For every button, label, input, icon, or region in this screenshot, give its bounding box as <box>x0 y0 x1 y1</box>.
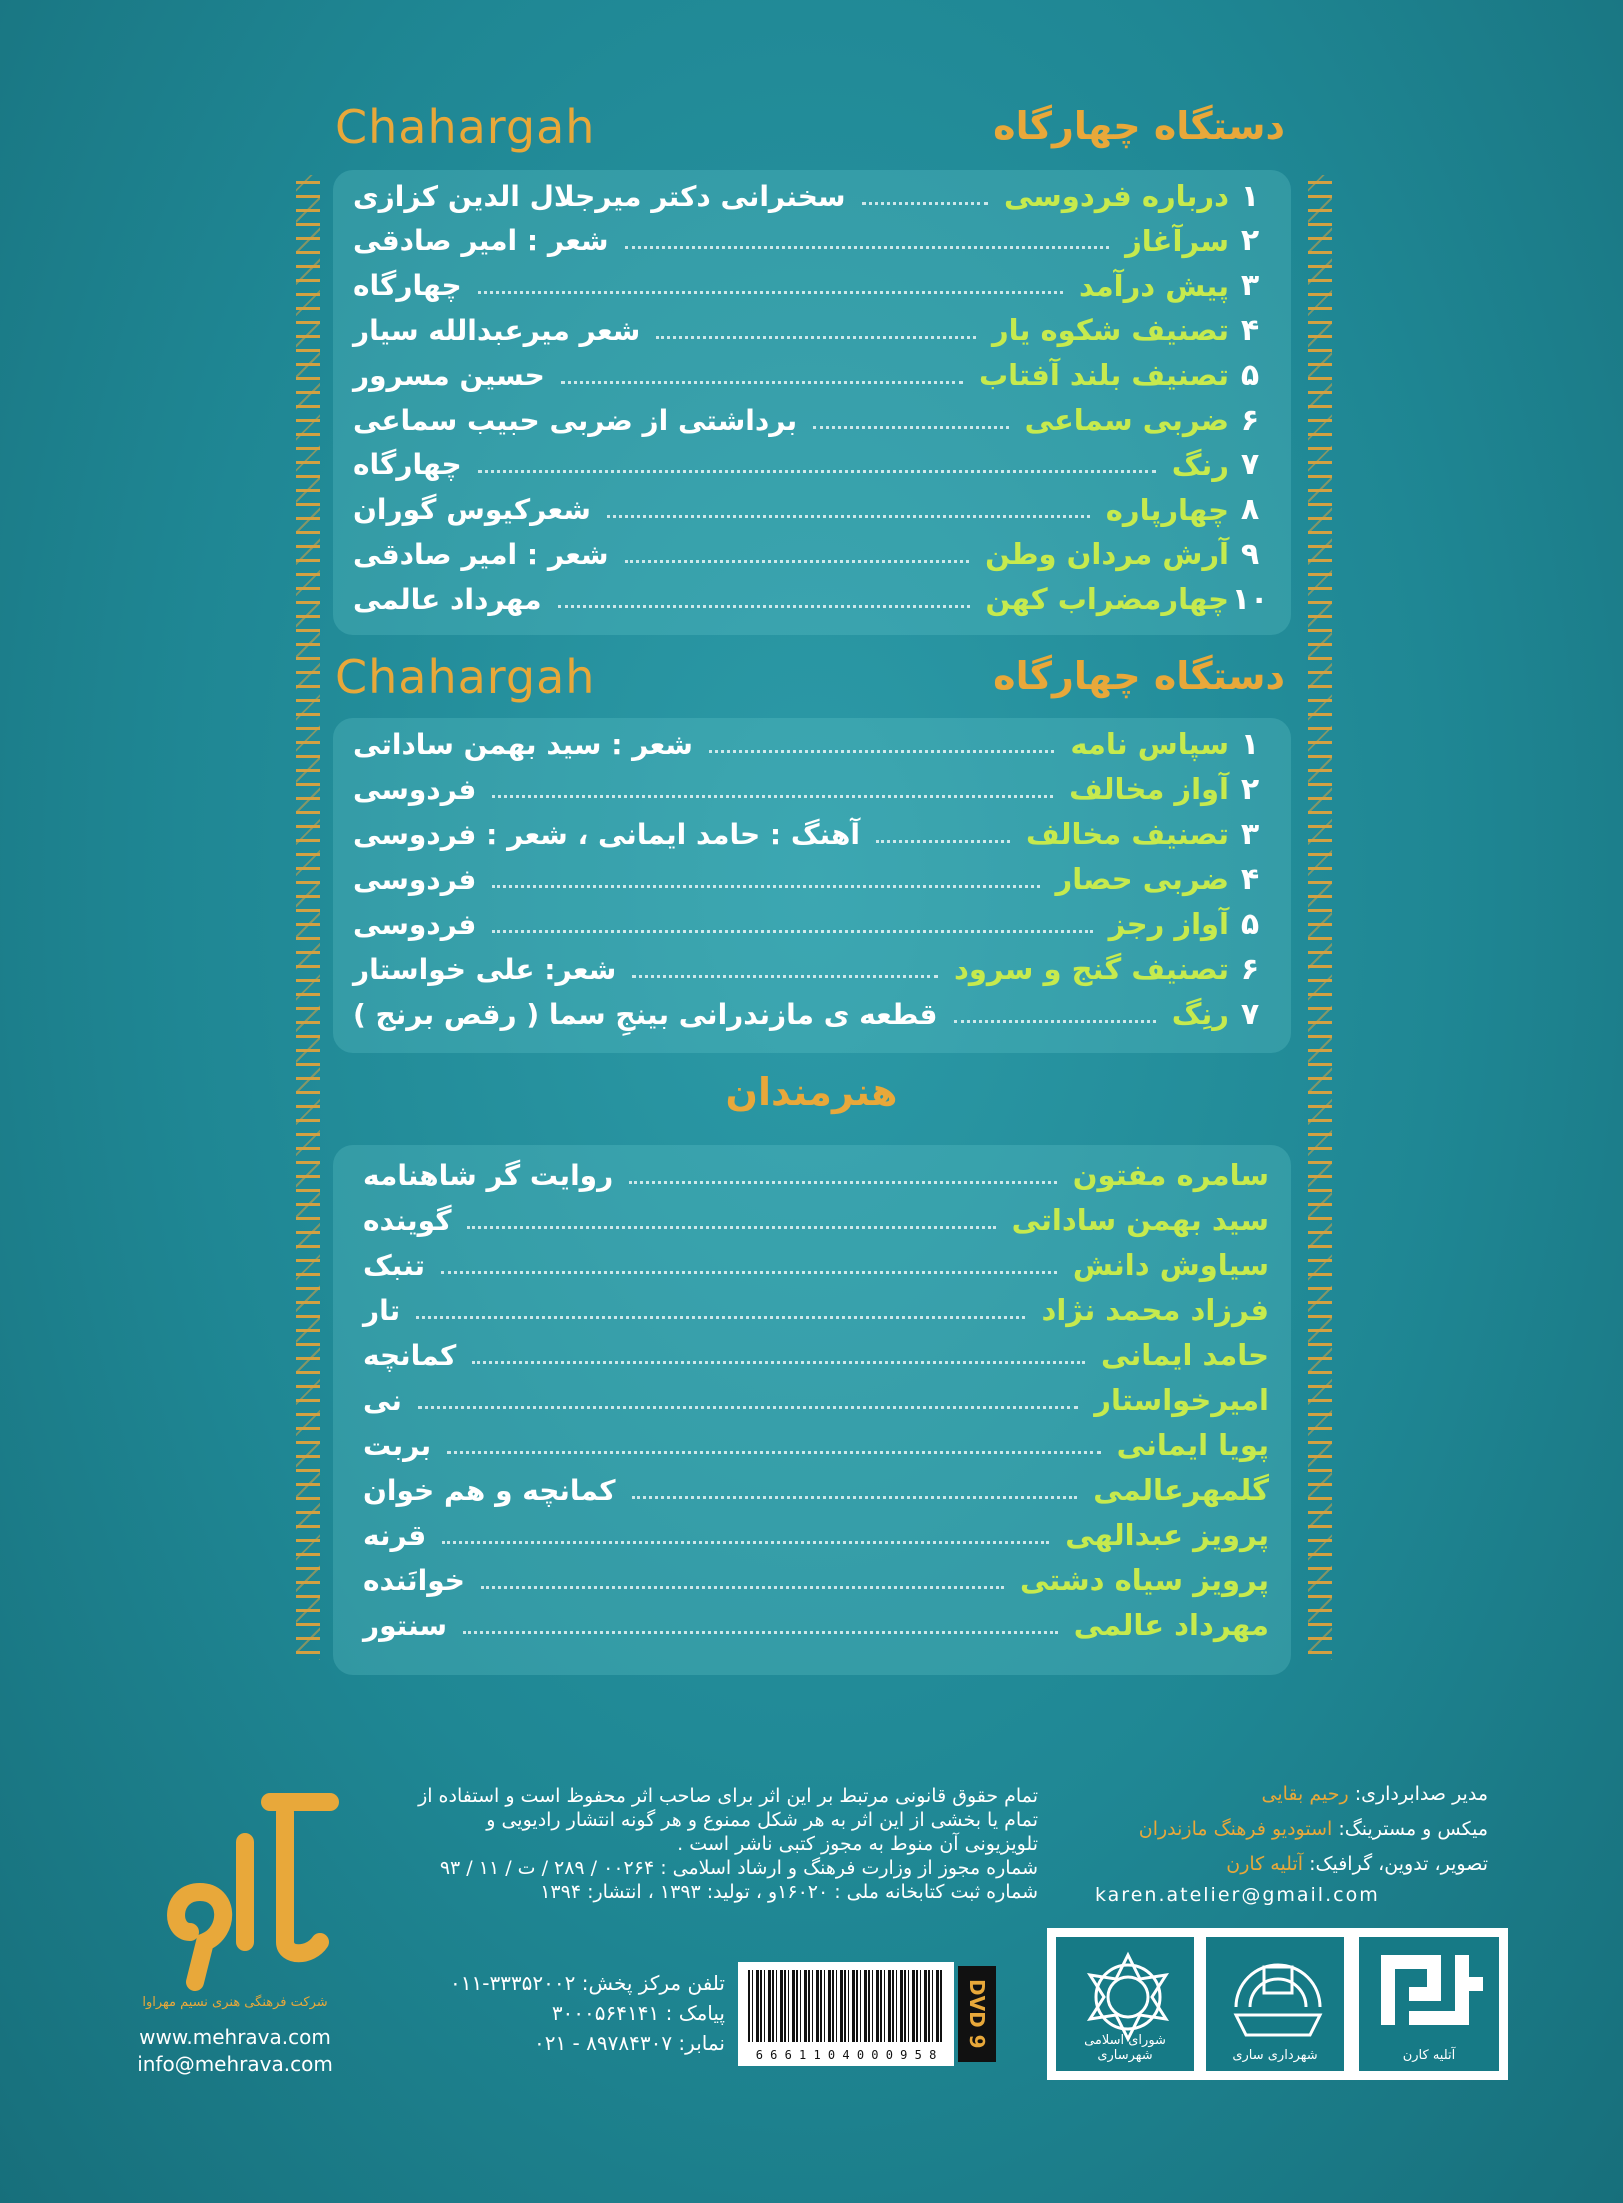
dotted-leader <box>481 1586 1004 1589</box>
track-row <box>353 266 1271 306</box>
left-ornament-border <box>296 175 320 1660</box>
track-row <box>353 949 1271 989</box>
section1-header <box>335 100 1285 160</box>
dotted-leader <box>625 246 1110 249</box>
track-number: ۳ <box>1240 268 1260 304</box>
track-row <box>353 579 1271 619</box>
track-number: ۸ <box>1240 492 1260 528</box>
track-number: ۵ <box>1240 357 1260 393</box>
legal-line: شماره ثبت کتابخانه ملی : ۱۶۰۲۰و ، تولید: ۱۳۹۳ ، انتشار: ۱۳۹۴ <box>540 1881 1038 1903</box>
track-detail: فردوسی <box>353 907 477 941</box>
artist-title: حامد ایمانی <box>1101 1338 1269 1372</box>
track-number: ۱ <box>1240 178 1260 214</box>
track-title: چهارپاره <box>1105 492 1229 527</box>
track-row <box>353 490 1271 530</box>
artist-detail: روایت گر شاهنامه <box>363 1158 614 1192</box>
dotted-leader <box>447 1451 1101 1454</box>
track-title: آواز رجز <box>1108 907 1229 941</box>
track-detail: حسین مسرور <box>353 358 545 392</box>
legal-line: تمام یا بخشی از این اثر به هر شکل ممنوع و هر گونه انتشار رادیویی و <box>486 1809 1038 1831</box>
dotted-leader <box>607 515 1090 518</box>
dotted-leader <box>954 1020 1156 1023</box>
artist-title: سید بهمن ساداتی <box>1011 1203 1269 1237</box>
track-title: ضربی سماعی <box>1024 403 1229 437</box>
artist-row <box>363 1335 1269 1375</box>
track-detail: آهنگ : حامد ایمانی ، شعر : فردوسی <box>353 817 860 851</box>
track-detail: فردوسی <box>353 772 477 806</box>
dotted-leader <box>416 1316 1025 1319</box>
track-number: ۱ <box>1240 726 1260 762</box>
dotted-leader <box>876 840 1010 843</box>
artist-title: پرویز عبدالهی <box>1065 1518 1269 1552</box>
dotted-leader <box>561 381 963 384</box>
track-title: پیش درآمد <box>1078 268 1229 303</box>
artist-detail: کمانچه <box>363 1338 457 1372</box>
dotted-leader <box>558 605 970 608</box>
artist-row <box>363 1290 1269 1330</box>
track-row <box>353 904 1271 944</box>
dvd-logo: DVD 9 <box>958 1966 996 2062</box>
dotted-leader <box>418 1406 1078 1409</box>
dotted-leader <box>441 1271 1057 1274</box>
publisher-website[interactable]: www.mehrava.com <box>139 2025 331 2049</box>
mehrava-logo-icon <box>150 1782 350 2002</box>
dotted-leader <box>709 750 1054 753</box>
dotted-leader <box>472 1361 1085 1364</box>
section2-title-en: Chahargah <box>335 650 596 704</box>
track-row <box>353 534 1271 574</box>
artist-title: پرویز سیاه دشتی <box>1019 1563 1269 1597</box>
artist-detail: گوینده <box>363 1203 452 1237</box>
track-row <box>353 724 1271 764</box>
section2-header <box>335 650 1285 710</box>
track-number: ۲ <box>1240 223 1260 259</box>
artist-title: پویا ایمانی <box>1116 1428 1269 1462</box>
artist-row <box>363 1155 1269 1195</box>
track-row <box>353 221 1271 261</box>
track-title: تصنیف شکوه یار <box>991 313 1229 348</box>
dotted-leader <box>632 975 938 978</box>
track-number: ۲ <box>1240 771 1260 807</box>
track-detail: شعر : امیر صادقی <box>353 224 609 258</box>
track-title: سرآغاز <box>1125 223 1229 258</box>
track-title: ضربی حصار <box>1055 862 1229 896</box>
contact-phone: تلفن مرکز پخش: ۳۳۳۵۲۰۰۲-۰۱۱ <box>449 1971 725 1995</box>
track-detail: فردوسی <box>353 862 477 896</box>
track-title: سپاس نامه <box>1070 727 1229 761</box>
artist-title: سیاوش دانش <box>1072 1248 1269 1282</box>
section1-title-en: Chahargah <box>335 100 596 154</box>
track-number: ۱۰ <box>1231 581 1269 617</box>
artist-row <box>363 1470 1269 1510</box>
credit-recording: مدیر صدابرداری: رحیم بقایی <box>1261 1783 1488 1805</box>
track-number: ۷ <box>1240 447 1260 483</box>
track-row <box>353 445 1271 485</box>
track-detail: چهارگاه <box>353 269 462 303</box>
track-number: ۹ <box>1240 536 1260 572</box>
track-detail: مهرداد عالمی <box>353 582 542 616</box>
track-title: چهارمضراب کهن <box>985 582 1229 617</box>
artist-title: مهرداد عالمی <box>1073 1608 1269 1642</box>
artist-title: فرزاد محمد نژاد <box>1041 1293 1269 1327</box>
track-row <box>353 400 1271 440</box>
barcode-digits: 6 6 6 1 1 0 4 0 0 0 9 5 8 <box>755 2048 937 2062</box>
track-title: رنِگ <box>1171 997 1229 1031</box>
track-title: تصنیف گنج و سرود <box>953 952 1229 986</box>
dotted-leader <box>492 885 1039 888</box>
contact-sms: پیامک : ۳۰۰۰۵۶۴۱۴۱ <box>551 2001 725 2025</box>
artist-row <box>363 1425 1269 1465</box>
track-detail: چهارگاه <box>353 448 462 482</box>
artist-detail: نی <box>363 1383 402 1417</box>
artist-title: گلمهرعالمی <box>1093 1473 1269 1507</box>
publisher-email[interactable]: info@mehrava.com <box>137 2052 333 2076</box>
track-row <box>353 355 1271 395</box>
track-detail: سخنرانی دکتر میرجلال الدین کزازی <box>353 179 846 213</box>
artist-detail: تار <box>363 1293 401 1327</box>
track-number: ۶ <box>1240 951 1260 987</box>
track-title: درباره فردوسی <box>1003 179 1229 213</box>
artists-title: هنرمندان <box>725 1070 898 1114</box>
track-number: ۴ <box>1240 861 1260 897</box>
dotted-leader <box>442 1541 1049 1544</box>
dotted-leader <box>862 202 988 205</box>
track-number: ۳ <box>1240 816 1260 852</box>
artist-detail: بربت <box>363 1428 432 1462</box>
track-detail: شعر: علی خواستار <box>353 952 617 986</box>
artist-row <box>363 1515 1269 1555</box>
barcode <box>738 1962 954 2066</box>
credit-design: تصویر، تدوین، گرافیک: آتلیه کارن <box>1226 1853 1488 1875</box>
artist-title: امیرخواستار <box>1094 1383 1269 1417</box>
track-detail: قطعه ی مازندرانی بینجِ سما ( رقص برنج ) <box>353 997 938 1031</box>
legal-notice <box>358 1784 1038 1904</box>
track-title: آرش مردان وطن <box>985 537 1229 572</box>
artist-title: سامره مفتون <box>1072 1158 1269 1192</box>
dotted-leader <box>478 470 1156 473</box>
credit-email: karen.atelier@gmail.com <box>1095 1884 1380 1906</box>
artist-row <box>363 1380 1269 1420</box>
track-title: تصنیف مخالف <box>1026 817 1229 851</box>
track-number: ۶ <box>1240 402 1260 438</box>
legal-line: تلویزیونی آن منوط به مجوز کتبی ناشر است . <box>677 1833 1038 1855</box>
artist-detail: سنتور <box>363 1608 448 1642</box>
track-number: ۷ <box>1240 996 1260 1032</box>
artist-row <box>363 1605 1269 1645</box>
dotted-leader <box>467 1226 995 1229</box>
track-row <box>353 176 1271 216</box>
section1-title-fa: دستگاه چهارگاه <box>993 104 1285 148</box>
track-title: رنگ <box>1171 447 1229 482</box>
artist-detail: کمانچه و هم خوان <box>363 1473 616 1507</box>
artist-row <box>363 1560 1269 1600</box>
track-row <box>353 310 1271 350</box>
track-row <box>353 769 1271 809</box>
section1-tracklist <box>333 170 1291 635</box>
track-title: تصنیف بلند آفتاب <box>979 358 1229 393</box>
legal-line: تمام حقوق قانونی مرتبط بر این اثر برای صاحب اثر محفوظ است و استفاده از <box>418 1785 1038 1807</box>
track-row <box>353 994 1271 1034</box>
shahrdari-logo: شهرداری ساری <box>1197 1928 1353 2080</box>
track-detail: شعر میرعبدالله سیار <box>353 313 641 347</box>
right-ornament-border <box>1308 175 1332 1660</box>
dotted-leader <box>632 1496 1078 1499</box>
dotted-leader <box>656 336 976 339</box>
track-row <box>353 859 1271 899</box>
dotted-leader <box>478 291 1063 294</box>
dotted-leader <box>629 1181 1057 1184</box>
artist-detail: خوانَنده <box>363 1563 465 1597</box>
contact-info <box>385 1968 725 2058</box>
track-detail: شعرکیوس گوران <box>353 493 591 527</box>
dotted-leader <box>463 1631 1058 1634</box>
track-detail: شعر : امیر صادقی <box>353 537 609 571</box>
dotted-leader <box>813 426 1008 429</box>
shura-logo: شورای اسلامی شهرساری <box>1047 1928 1203 2080</box>
dotted-leader <box>492 930 1092 933</box>
artist-row <box>363 1200 1269 1240</box>
track-title: آواز مخالف <box>1069 772 1229 806</box>
karen-atelier-logo: آتلیه کارن <box>1350 1928 1508 2080</box>
barcode-bars <box>748 1970 944 2042</box>
section2-title-fa: دستگاه چهارگاه <box>993 654 1285 698</box>
credit-mixing: میکس و مسترینگ: استودیو فرهنگ مازندران <box>1138 1818 1488 1840</box>
dotted-leader <box>625 560 970 563</box>
artist-detail: تنبک <box>363 1248 426 1282</box>
legal-line: شماره مجوز از وزارت فرهنگ و ارشاد اسلامی : ۰۰۲۶۴ / ۲۸۹ / ت / ۱۱ / ۹۳ <box>439 1857 1038 1879</box>
artist-detail: قرنه <box>363 1518 427 1552</box>
track-number: ۴ <box>1240 312 1260 348</box>
track-detail: برداشتی از ضربی حبیب سماعی <box>353 403 798 437</box>
artist-row <box>363 1245 1269 1285</box>
track-detail: شعر : سید بهمن ساداتی <box>353 727 693 761</box>
track-row <box>353 814 1271 854</box>
track-number: ۵ <box>1240 906 1260 942</box>
section2-tracklist <box>333 718 1291 1053</box>
artists-list <box>333 1145 1291 1675</box>
publisher-tagline: شرکت فرهنگی هنری نسیم مهراوا <box>142 1995 328 2010</box>
contact-fax: نمابر: ۸۹۷۸۴۳۰۷ - ۰۲۱ <box>533 2031 725 2055</box>
dotted-leader <box>492 795 1053 798</box>
